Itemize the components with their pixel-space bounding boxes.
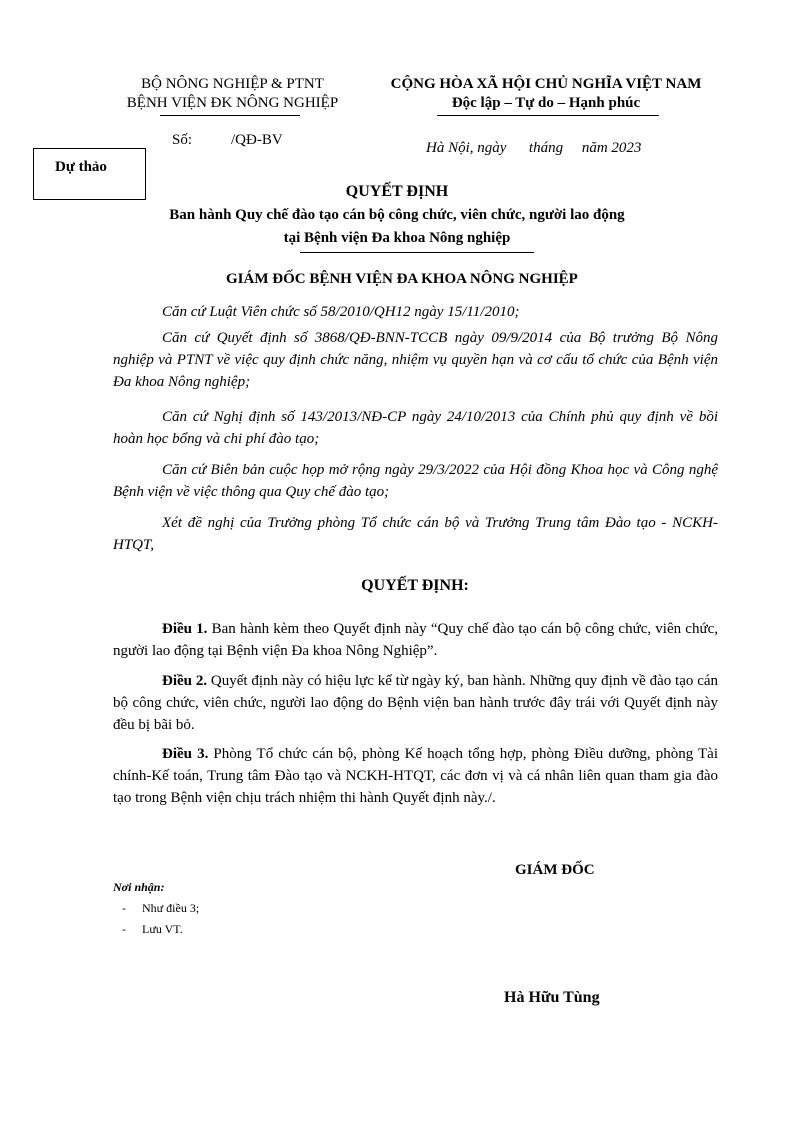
article-3 <box>113 743 718 809</box>
article-1-label: Điều 1. <box>162 621 208 637</box>
recipient-text: Lưu VT. <box>142 922 183 936</box>
signer-name: Hà Hữu Tùng <box>504 989 600 1006</box>
place-date: Hà Nội, ngày tháng năm 2023 <box>426 140 642 156</box>
recipients-label: Nơi nhận: <box>113 880 165 894</box>
article-1-text: Ban hành kèm theo Quyết định này “Quy chế đào tạo cán bộ công chức, viên chức, người lao động tại Bệnh viện Đa khoa Nông Nghiệp”. <box>113 621 718 659</box>
recipient-text: Như điều 3; <box>142 901 200 915</box>
legal-basis-2: Căn cứ Quyết định số 3868/QĐ-BNN-TCCB ngày 09/9/2014 của Bộ trưởng Bộ Nông nghiệp và PTNT về việc quy định chức năng, nhiệm vụ quyền hạn và cơ cấu tổ chức của Bệnh viện Đa khoa Nông nghiệp; <box>113 330 718 390</box>
recipient-item <box>122 901 200 916</box>
article-3-text: Phòng Tổ chức cán bộ, phòng Kế hoạch tổng hợp, phòng Điều dưỡng, phòng Tài chính-Kế toán, Trung tâm Đào tạo và NCKH-HTQT, các đơn vị và cá nhân liên quan tham gia đào tạo trong Bệnh viện chịu trách nhiệm thi hành Quyết định này./. <box>113 746 718 806</box>
hospital-name: BỆNH VIỆN ĐK NÔNG NGHIỆP <box>126 95 339 111</box>
hospital-underline <box>160 115 300 116</box>
article-1 <box>113 618 718 662</box>
draft-stamp: Dự thảo <box>33 148 146 200</box>
legal-basis-4: Căn cứ Biên bản cuộc họp mở rộng ngày 29/3/2022 của Hội đồng Khoa học và Công nghệ Bệnh viện về việc thông qua Quy chế đào tạo; <box>113 462 718 500</box>
motto-underline <box>437 115 659 116</box>
article-2 <box>113 670 718 736</box>
subtitle-underline <box>300 252 534 253</box>
document-title: QUYẾT ĐỊNH <box>345 183 449 200</box>
document-subtitle-line1: Ban hành Quy chế đào tạo cán bộ công chức, viên chức, người lao động <box>169 207 625 223</box>
legal-basis-1: Căn cứ Luật Viên chức số 58/2010/QH12 ngày 15/11/2010; <box>162 304 520 320</box>
signature-title: GIÁM ĐỐC <box>515 862 595 878</box>
article-3-label: Điều 3. <box>162 746 209 762</box>
article-2-label: Điều 2. <box>162 673 208 689</box>
country-name: CỘNG HÒA XÃ HỘI CHỦ NGHĨA VIỆT NAM <box>390 76 702 92</box>
document-number-suffix: /QĐ-BV <box>231 132 283 148</box>
issuing-authority: GIÁM ĐỐC BỆNH VIỆN ĐA KHOA NÔNG NGHIỆP <box>226 271 578 287</box>
document-number-label: Số: <box>172 132 193 148</box>
national-motto: Độc lập – Tự do – Hạnh phúc <box>451 95 641 111</box>
legal-basis-5: Xét đề nghị của Trưởng phòng Tổ chức cán bộ và Trưởng Trung tâm Đào tạo - NCKH-HTQT, <box>113 515 718 553</box>
ministry-name: BỘ NÔNG NGHIỆP & PTNT <box>141 76 324 92</box>
legal-basis-3: Căn cứ Nghị định số 143/2013/NĐ-CP ngày 24/10/2013 của Chính phủ quy định về bồi hoàn học bổng và chi phí đào tạo; <box>113 409 718 447</box>
article-2-text: Quyết định này có hiệu lực kể từ ngày ký, ban hành. Những quy định về đào tạo cán bộ công chức, viên chức, người lao động do Bệnh viện ban hành trước đây trái với Quyết định này đều bị bãi bỏ. <box>113 673 719 733</box>
document-subtitle-line2: tại Bệnh viện Đa khoa Nông nghiệp <box>283 230 511 246</box>
recipient-bullet: - <box>122 901 126 915</box>
recipient-bullet: - <box>122 922 126 936</box>
decision-heading: QUYẾT ĐỊNH: <box>361 577 469 594</box>
recipient-item <box>122 922 183 937</box>
